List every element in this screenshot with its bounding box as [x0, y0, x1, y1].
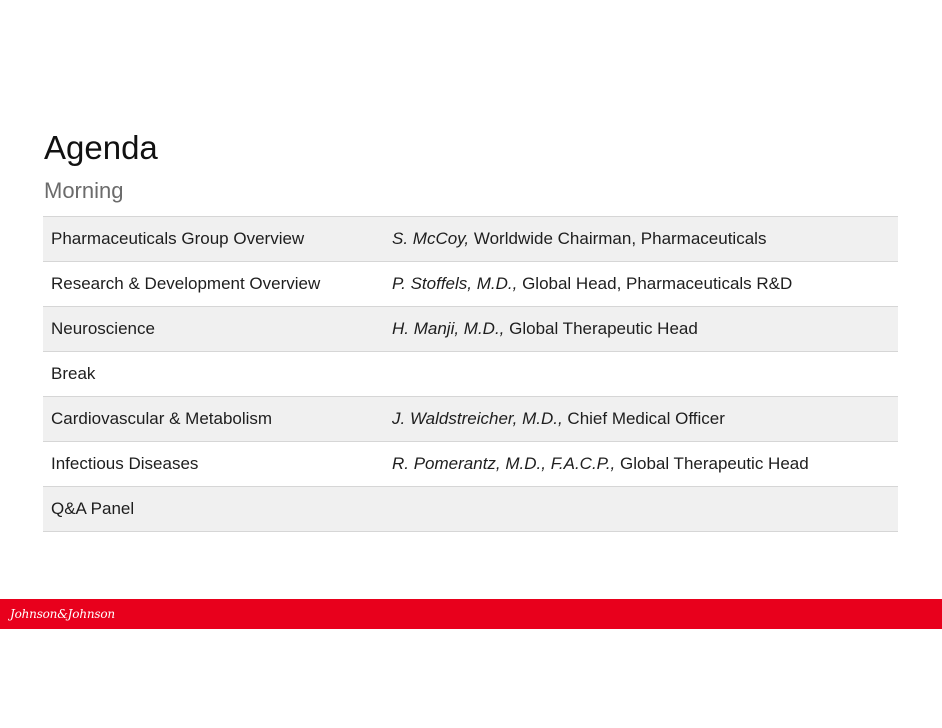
speaker-role: Chief Medical Officer — [562, 409, 725, 428]
agenda-row — [43, 442, 898, 487]
speaker-name: J. Waldstreicher, M.D., — [392, 409, 563, 428]
speaker-name: R. Pomerantz, M.D., F.A.C.P., — [392, 454, 616, 473]
speaker-role: Global Therapeutic Head — [615, 454, 809, 473]
agenda-speaker — [392, 274, 898, 294]
agenda-row — [43, 262, 898, 307]
agenda-speaker — [392, 409, 898, 429]
page-title: Agenda — [44, 129, 158, 166]
agenda-topic: Pharmaceuticals Group Overview — [51, 229, 305, 248]
agenda-speaker — [392, 454, 898, 474]
agenda-table — [43, 216, 898, 532]
agenda-topic: Cardiovascular & Metabolism — [51, 409, 273, 428]
speaker-name: S. McCoy, — [392, 229, 470, 248]
agenda-row — [43, 487, 898, 532]
agenda-topic: Infectious Diseases — [51, 454, 199, 473]
agenda-row — [43, 352, 898, 397]
agenda-row — [43, 307, 898, 352]
agenda-row — [43, 397, 898, 442]
agenda-speaker — [392, 319, 898, 339]
speaker-role: Global Head, Pharmaceuticals R&D — [517, 274, 793, 293]
speaker-name: P. Stoffels, M.D., — [392, 274, 518, 293]
agenda-topic: Q&A Panel — [51, 499, 135, 518]
speaker-name: H. Manji, M.D., — [392, 319, 505, 338]
agenda-topic: Research & Development Overview — [51, 274, 321, 293]
page-subtitle: Morning — [44, 178, 124, 203]
speaker-role: Worldwide Chairman, Pharmaceuticals — [469, 229, 767, 248]
agenda-topic: Neuroscience — [51, 319, 155, 338]
footer-bar — [0, 599, 942, 629]
agenda-topic: Break — [51, 364, 96, 383]
company-logo: Johnson&Johnson — [10, 607, 115, 621]
agenda-speaker — [392, 229, 898, 249]
agenda-row — [43, 217, 898, 262]
speaker-role: Global Therapeutic Head — [504, 319, 698, 338]
